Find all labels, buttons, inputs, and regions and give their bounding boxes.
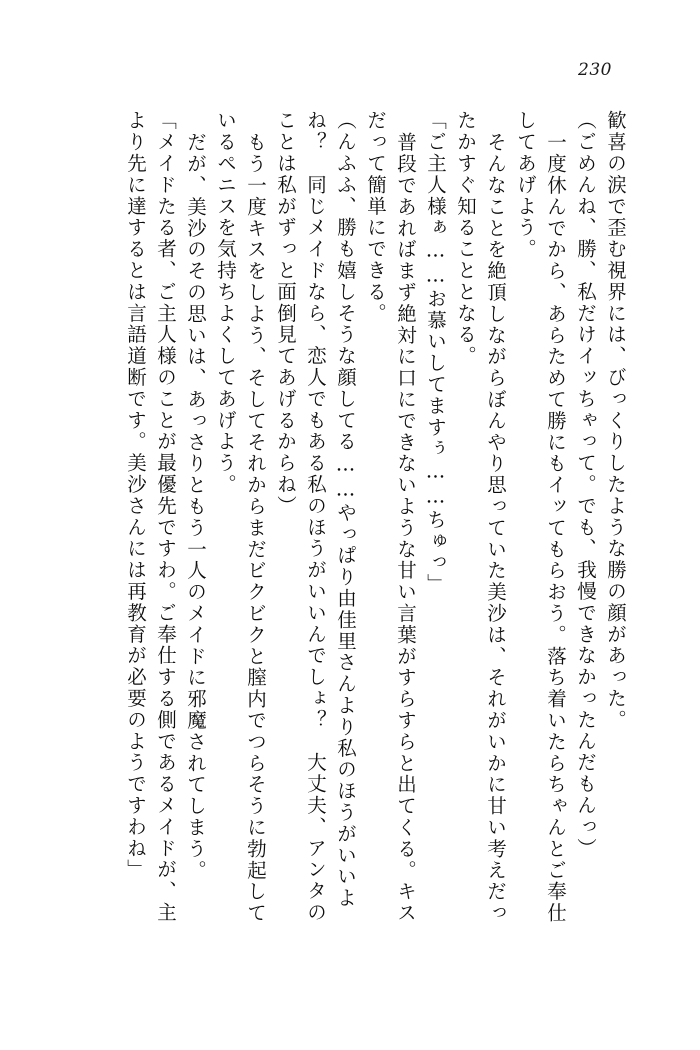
text-line: ことは私がずっと面倒見てあげるからね） [274, 110, 297, 517]
text-line: もう一度キスをしよう、そしてそれからまだビクビクと膣内でつらそうに勃起して [244, 132, 267, 924]
text-line: 普段であればまず絶対に口にできないような甘い言葉がすらすらと出てくる。キス [394, 132, 417, 924]
text-line: だが、美沙のその思いは、あっさりともう一人のメイドに邪魔されてしまう。 [184, 132, 207, 881]
text-line: （ごめんね、勝、私だけイッちゃって。でも、我慢できなかったんだもんっ） [574, 110, 597, 859]
text-line: 歓喜の涙で歪む視界には、びっくりしたような勝の顔があった。 [604, 110, 627, 731]
page-number: 230 [578, 60, 612, 80]
text-line: たかすぐ知ることとなる。 [454, 110, 477, 367]
text-line: そんなことを絶頂しながらぼんやり思っていた美沙は、それがいかに甘い考えだっ [484, 132, 507, 924]
text-line: ね？ 同じメイドなら、恋人でもある私のほうがいいんでしょ？ 大丈夫、アンタの [304, 110, 327, 924]
text-line: 「ご主人様ぁ……お慕いしてますぅ……ちゅっ」 [424, 110, 447, 595]
text-line: 一度休んでから、あらためて勝にもイッてもらおう。落ち着いたらちゃんとご奉仕 [544, 132, 567, 924]
text-line: 「メイドたる者、ご主人様のことが最優先ですわ。ご奉仕する側であるメイドが、主 [154, 110, 177, 924]
text-line: だって簡単にできる。 [364, 110, 387, 324]
text-line: いるペニスを気持ちよくしてあげよう。 [214, 110, 237, 496]
body-text [60, 110, 630, 930]
text-line: （んふふ、勝も嬉しそうな顔してる……やっぱり由佳里さんより私のほうがいいよ [334, 110, 357, 909]
text-line: より先に達するとは言語道断です。美沙さんには再教育が必要のようですわね」 [124, 110, 147, 881]
text-line: してあげよう。 [514, 110, 537, 260]
